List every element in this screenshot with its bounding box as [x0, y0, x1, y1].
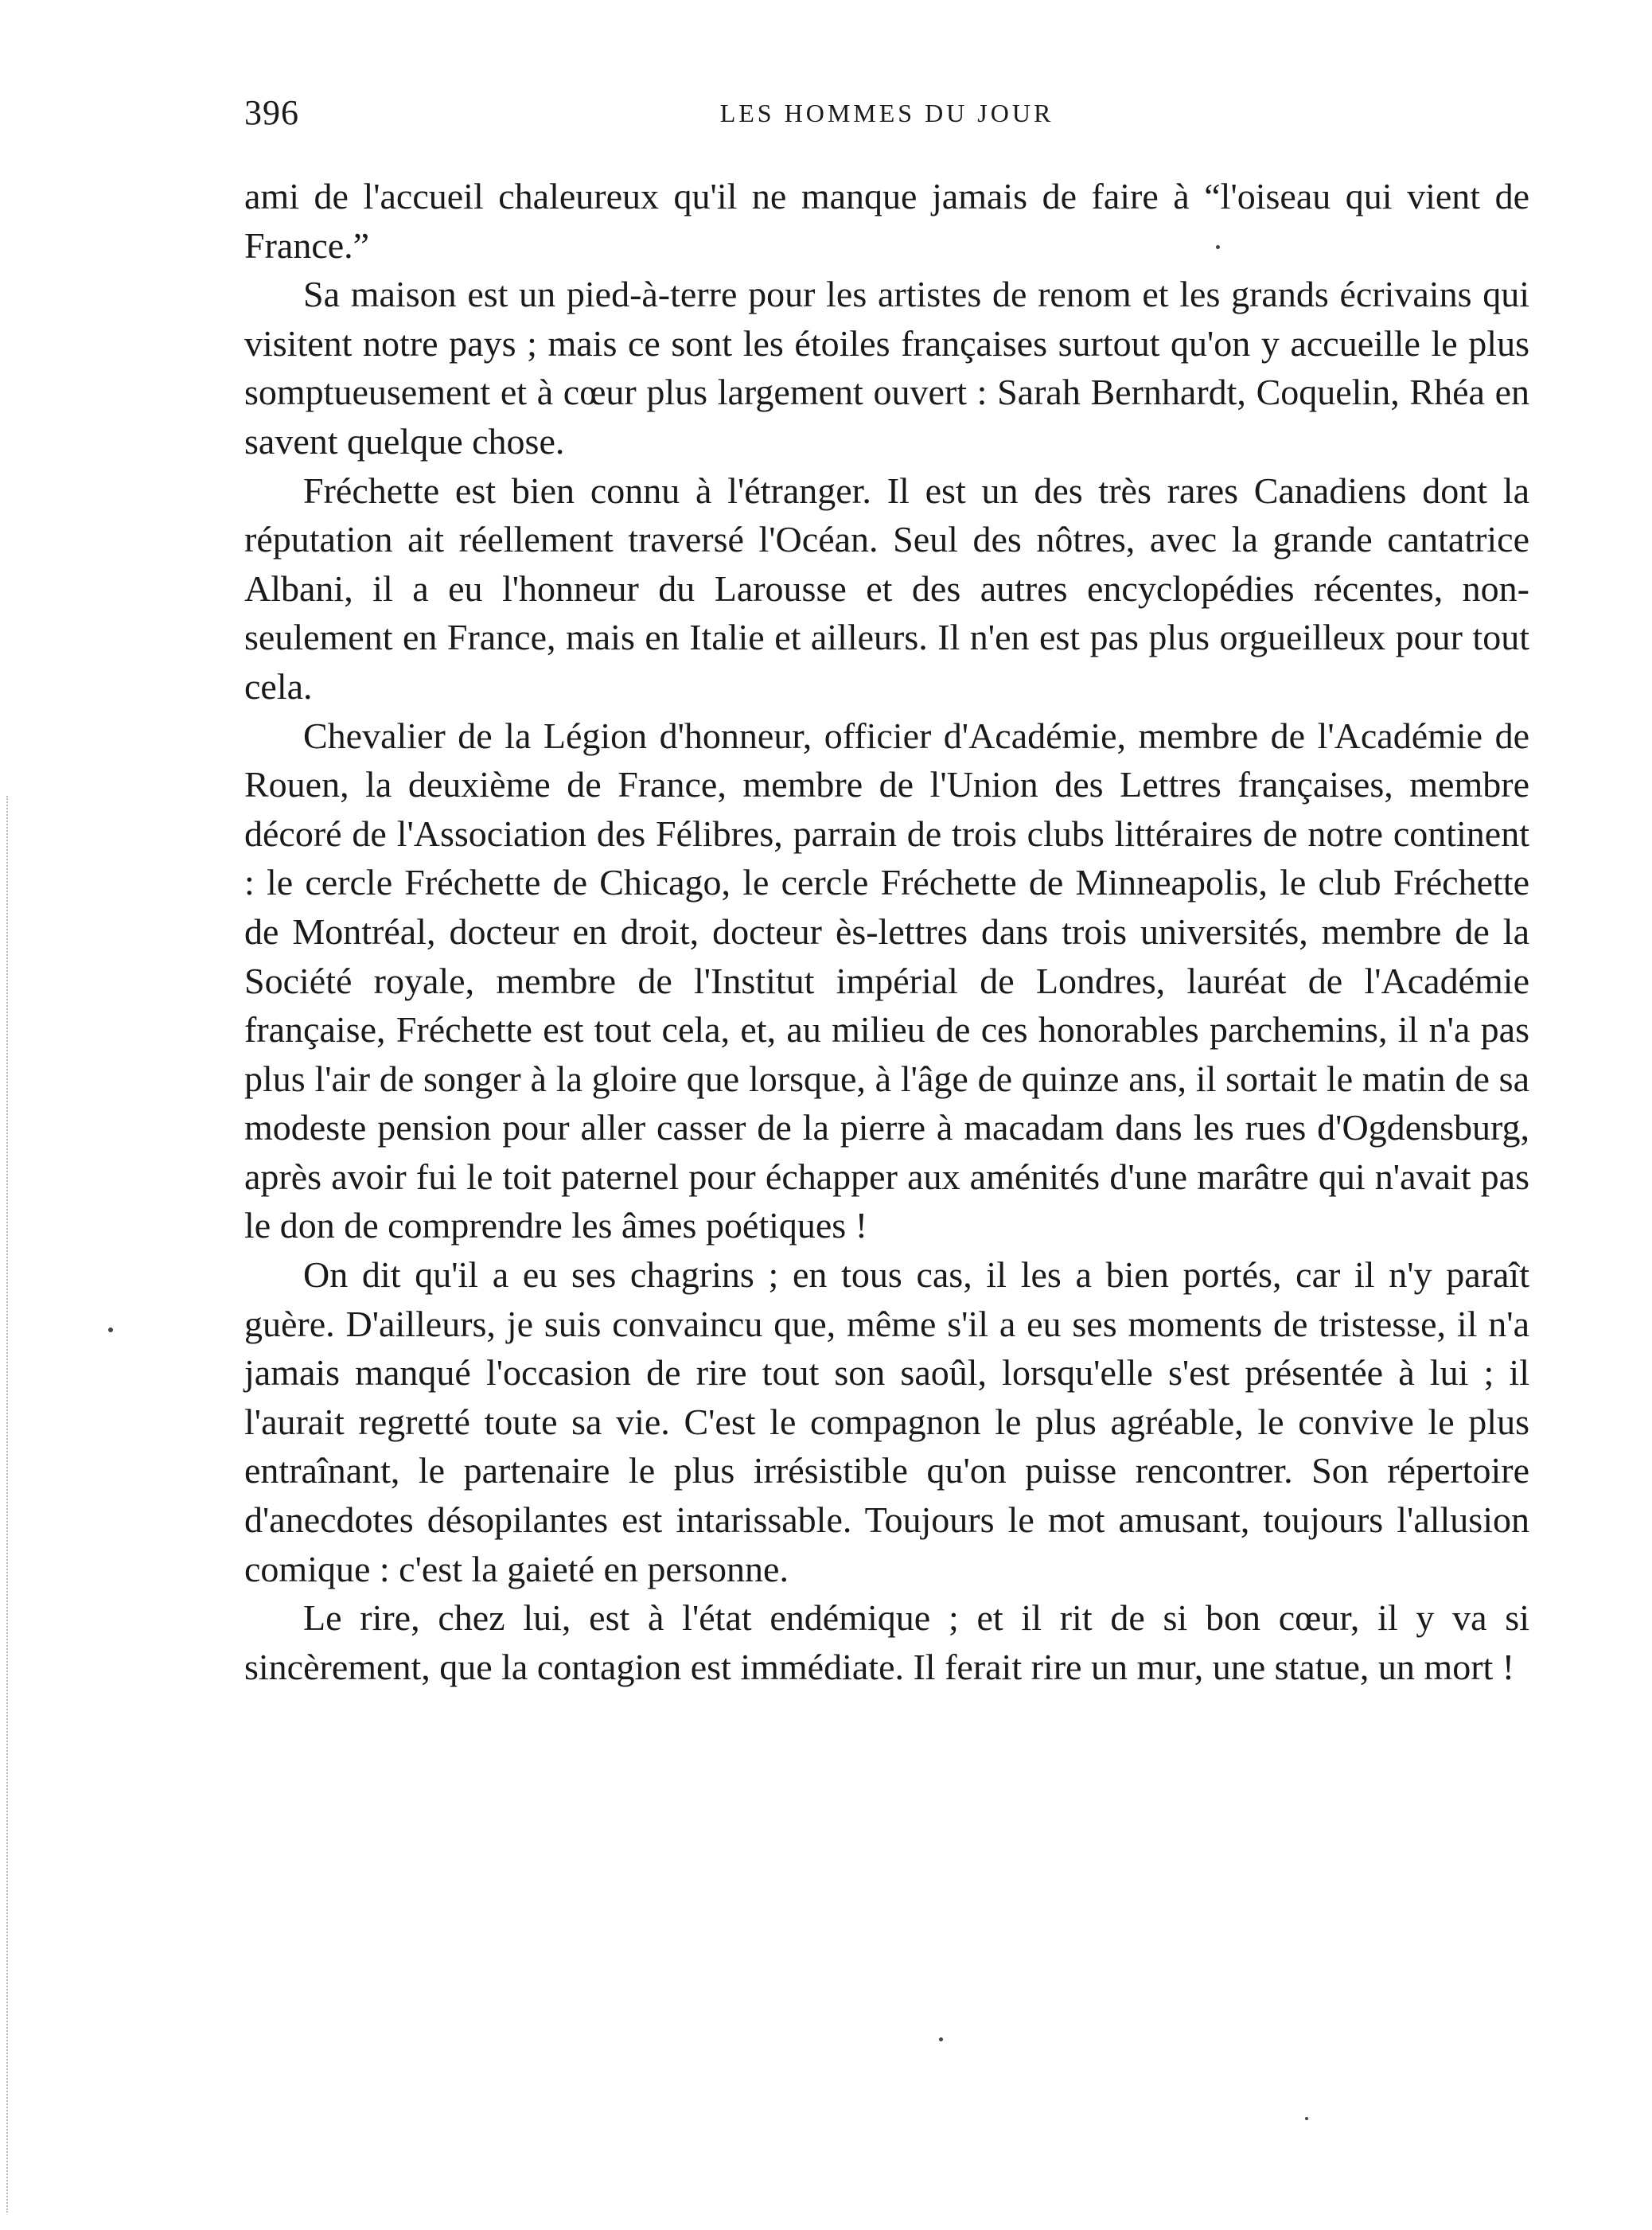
ink-speck — [108, 1327, 113, 1332]
ink-speck — [1305, 2117, 1308, 2120]
paragraph: Le rire, chez lui, est à l'état endémique ; et il rit de si bon cœur, il y va si sincèrement, que la contagion est immédiate. Il ferait rire un mur, une statue, un mort ! — [244, 1597, 1529, 1687]
page-number: 396 — [244, 93, 299, 132]
running-head — [244, 89, 1529, 137]
paragraph: Fréchette est bien connu à l'étranger. Il est un des très rares Canadiens dont la réputation ait réellement traversé l'Océan. Seul des nôtres, avec la grande cantatrice Albani, il a eu l'honneur du Larousse et des autres encyclopédies récentes, non-seulement en France, mais en Italie et ailleurs. Il n'en est pas plus orgueilleux pour tout cela. — [244, 470, 1529, 707]
ink-speck — [939, 2037, 943, 2041]
ink-speck — [1216, 245, 1220, 249]
binding-speckles — [6, 796, 13, 2212]
paragraph: Chevalier de la Légion d'honneur, officier d'Académie, membre de l'Académie de Rouen, la deuxième de France, membre de l'Union des Lettres françaises, membre décoré de l'Association des Félibres, parrain de trois clubs littéraires de notre continent : le cercle Fréchette de Chicago, le cercle Fréchette de Minneapolis, le club Fréchette de Montréal, docteur en droit, docteur ès-lettres dans trois universités, membre de la Société royale, membre de l'Institut impérial de Londres, lauréat de l'Académie française, Fréchette est tout cela, et, au milieu de ces honorables parchemins, il n'a pas plus l'air de songer à la gloire que lorsque, à l'âge de quinze ans, il sortait le matin de sa modeste pension pour aller casser de la pierre à macadam dans les rues d'Ogdensburg, après avoir fui le toit paternel pour échapper aux aménités d'une marâtre qui n'avait pas le don de comprendre les âmes poétiques ! — [244, 715, 1529, 1246]
paragraph-continuation: ami de l'accueil chaleureux qu'il ne manque jamais de faire à “l'oiseau qui vient de France.” — [244, 176, 1529, 266]
paragraph: Sa maison est un pied-à-terre pour les artistes de renom et les grands écrivains qui visitent notre pays ; mais ce sont les étoiles françaises surtout qu'on y accueille le plus somptueusement et à cœur plus largement ouvert : Sarah Bernhardt, Coquelin, Rhéa en savent quelque chose. — [244, 274, 1529, 462]
paragraph: On dit qu'il a eu ses chagrins ; en tous cas, il les a bien portés, car il n'y paraît guère. D'ailleurs, je suis convaincu que, même s'il a eu ses moments de tristesse, il n'a jamais manqué l'occasion de rire tout son saoûl, lorsqu'elle s'est présentée à lui ; il l'aurait regretté toute sa vie. C'est le compagnon le plus agréable, le convive le plus entraînant, le partenaire le plus irrésistible qu'on puisse rencontrer. Son répertoire d'anecdotes désopilantes est intarissable. Toujours le mot amusant, toujours l'allusion comique : c'est la gaieté en personne. — [244, 1254, 1529, 1589]
body-text — [244, 172, 1529, 1691]
running-title: LES HOMMES DU JOUR — [719, 99, 1054, 127]
